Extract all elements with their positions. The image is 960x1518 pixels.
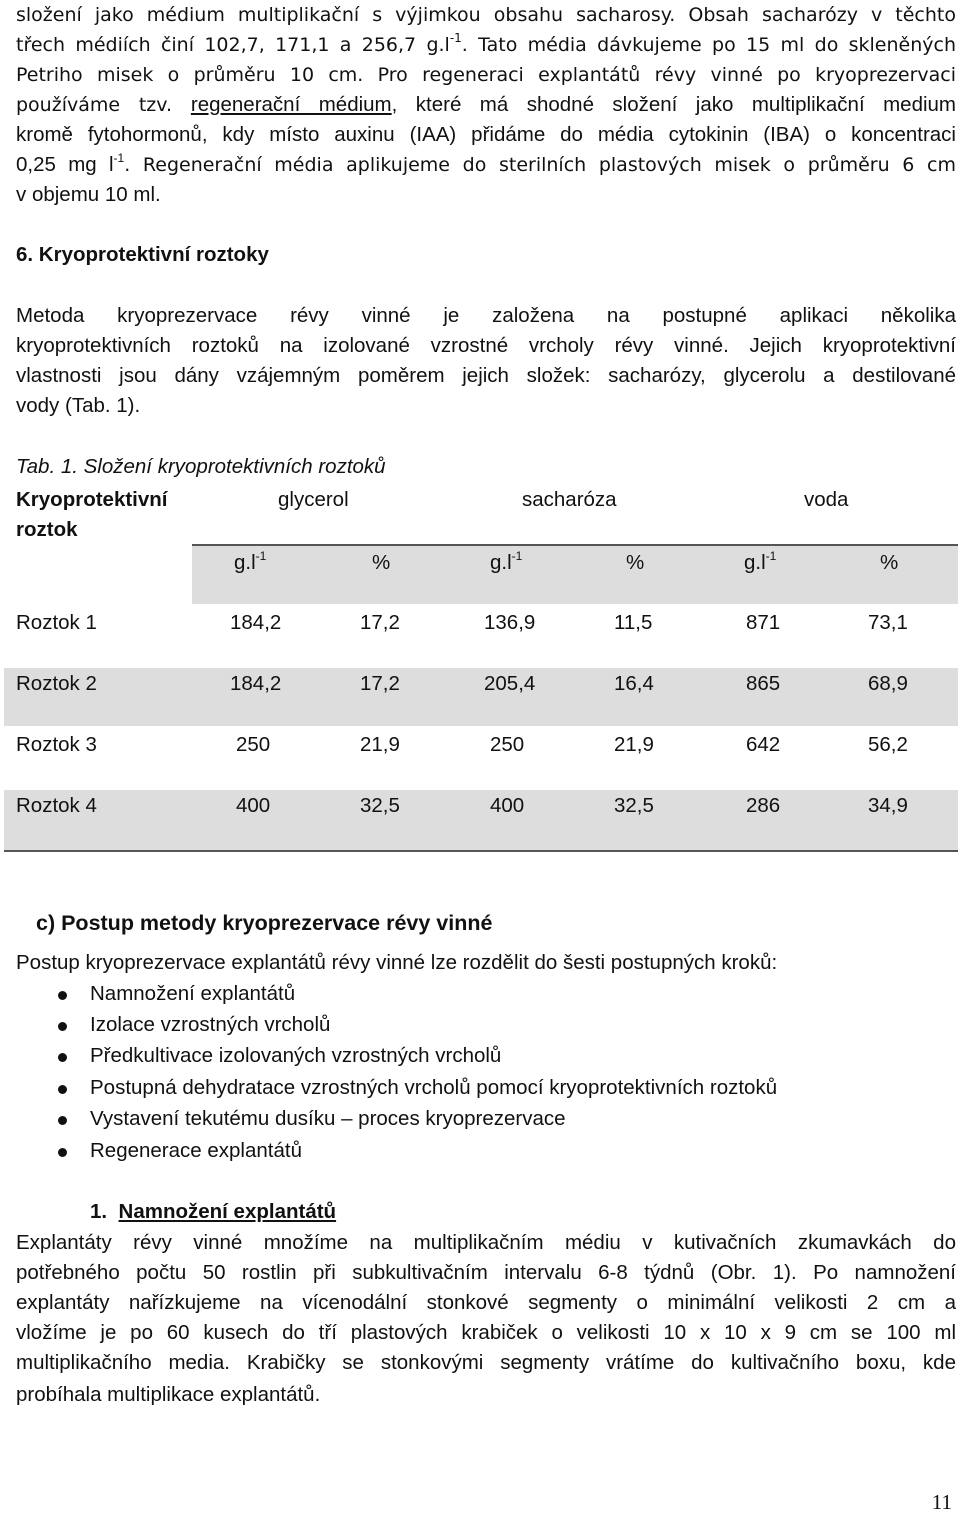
list-item: Předkultivace izolovaných vzrostných vrcholů	[90, 1044, 502, 1067]
list-item: Namnožení explantátů	[90, 982, 296, 1005]
table-cell: 73,1	[868, 611, 908, 634]
list-item: Regenerace explantátů	[90, 1139, 302, 1162]
table-cell: 11,5	[614, 611, 653, 634]
table-cell: 21,9	[360, 733, 400, 756]
table-cell: 871	[746, 611, 781, 634]
intro-line-2: třech médiích činí 102,7, 171,1 a 256,7 $g.l^{-1}$. Tato média dávkujeme po 15 ml do skleněných	[16, 31, 957, 56]
step-1-line: explantáty nařízkujeme na vícenodální stonkové segmenty o minimální velikosti 2 cm a	[16, 1291, 956, 1314]
table-header-col1-line1: Kryoprotektivní	[16, 488, 168, 511]
table-cell: 205,4	[484, 672, 536, 695]
list-item: Vystavení tekutému dusíku – proces kryoprezervace	[90, 1107, 566, 1130]
unit-sacharoza-pct: %	[626, 551, 645, 574]
section-6-line-1: Metoda kryoprezervace révy vinné je založena na postupné aplikaci několika	[16, 304, 956, 327]
table-cell: 642	[746, 733, 781, 756]
step-1-line: potřebného počtu 50 rostlin při subkultivačním intervalu 6-8 týdnů (Obr. 1). Po namnožení	[16, 1261, 956, 1284]
step-1-heading: 1. Namnožení explantátů	[90, 1200, 337, 1223]
step-1-line: probíhala multiplikace explantátů.	[16, 1383, 321, 1406]
step-1-line: vložíme je po 60 kusech do tří plastových krabiček o velikosti 10 x 10 x 9 cm se 100 ml	[16, 1321, 956, 1344]
table-cell: 17,2	[360, 672, 400, 695]
regeneration-medium-term: regenerační médium	[190, 93, 392, 116]
step-1-line: multiplikačního media. Krabičky se stonkovými segmenty vrátíme do kultivačního boxu, kde	[16, 1351, 956, 1374]
section-6-line-4: vody (Tab. 1).	[16, 394, 141, 417]
table-cell: 56,2	[868, 733, 908, 756]
unit-sacharoza-g: $g.l^{-1}$	[490, 549, 523, 574]
section-c-intro: Postup kryoprezervace explantátů révy vinné lze rozdělit do šesti postupných kroků:	[16, 951, 778, 974]
table-cell: 400	[490, 794, 525, 817]
bullet-icon	[58, 1022, 67, 1031]
table-cell: 68,9	[868, 672, 908, 695]
table-cell: 16,4	[614, 672, 654, 695]
intro-line-6: 0,25 mg $l^{-1}$. Regenerační média aplikujeme do sterilních plastových misek o průměru 6 cm	[16, 151, 956, 176]
section-6-heading: 6. Kryoprotektivní roztoky	[16, 243, 269, 266]
table-cell: 400	[236, 794, 271, 817]
bullet-icon	[58, 1116, 67, 1125]
table-cell: 32,5	[614, 794, 654, 817]
table-bottom-rule	[4, 850, 958, 852]
table-cell: 250	[236, 733, 271, 756]
row-label: Roztok 3	[16, 733, 97, 756]
table-header-sacharoza: sacharóza	[522, 488, 617, 511]
intro-line-3: Petriho misek o průměru 10 cm. Pro regeneraci explantátů révy vinné po kryoprezervaci	[16, 64, 956, 86]
row-label: Roztok 2	[16, 672, 97, 695]
section-6-line-2: kryoprotektivních roztoků na izolované vzrostné vrcholy révy vinné. Jejich kryoprotektivní	[16, 334, 956, 357]
table-header-glycerol: glycerol	[278, 488, 349, 511]
bullet-icon	[58, 1085, 67, 1094]
table-row-band	[4, 790, 958, 850]
row-label: Roztok 1	[16, 611, 97, 634]
table-units-band	[192, 546, 958, 604]
table-cell: 136,9	[484, 611, 536, 634]
table-cell: 865	[746, 672, 781, 695]
step-1-line: Explantáty révy vinné množíme na multiplikačním médiu v kutivačních zkumavkách do	[16, 1231, 956, 1254]
intro-line-1: složení jako médium multiplikační s výjimkou obsahu sacharosy. Obsah sacharózy v těchto	[16, 4, 956, 26]
table-row-band	[4, 668, 958, 726]
unit-voda-g: $g.l^{-1}$	[744, 549, 777, 574]
intro-line-7: v objemu 10 ml.	[16, 183, 161, 206]
list-item: Izolace vzrostných vrcholů	[90, 1013, 331, 1036]
section-6-line-3: vlastnosti jsou dány vzájemným poměrem jejich složek: sacharózy, glycerolu a destilované	[16, 364, 956, 387]
unit-voda-pct: %	[880, 551, 899, 574]
table-cell: 32,5	[360, 794, 400, 817]
table-cell: 286	[746, 794, 781, 817]
table-cell: 184,2	[230, 672, 282, 695]
bullet-icon	[58, 1053, 67, 1062]
intro-line-5: kromě fytohormonů, kdy místo auxinu (IAA) přidáme do média cytokinin (IBA) o koncentraci	[16, 123, 956, 146]
bullet-icon	[58, 991, 67, 1000]
table-cell: 34,9	[868, 794, 908, 817]
table-cell: 250	[490, 733, 525, 756]
section-c-heading: c) Postup metody kryoprezervace révy vinné	[36, 911, 493, 935]
table-caption: Tab. 1. Složení kryoprotektivních roztoků	[16, 455, 386, 478]
table-header-col1-line2: roztok	[16, 518, 78, 541]
table-cell: 184,2	[230, 611, 282, 634]
list-item: Postupná dehydratace vzrostných vrcholů pomocí kryoprotektivních roztoků	[90, 1076, 778, 1099]
unit-glycerol-g: $g.l^{-1}$	[234, 549, 267, 574]
unit-glycerol-pct: %	[372, 551, 391, 574]
page-number: 11	[931, 1490, 952, 1514]
row-label: Roztok 4	[16, 794, 97, 817]
table-cell: 17,2	[360, 611, 400, 634]
table-cell: 21,9	[614, 733, 654, 756]
table-header-voda: voda	[804, 488, 849, 511]
bullet-icon	[58, 1148, 67, 1157]
intro-line-4: používáme tzv. regenerační médium, které má shodné složení jako multiplikační medium	[16, 93, 957, 116]
